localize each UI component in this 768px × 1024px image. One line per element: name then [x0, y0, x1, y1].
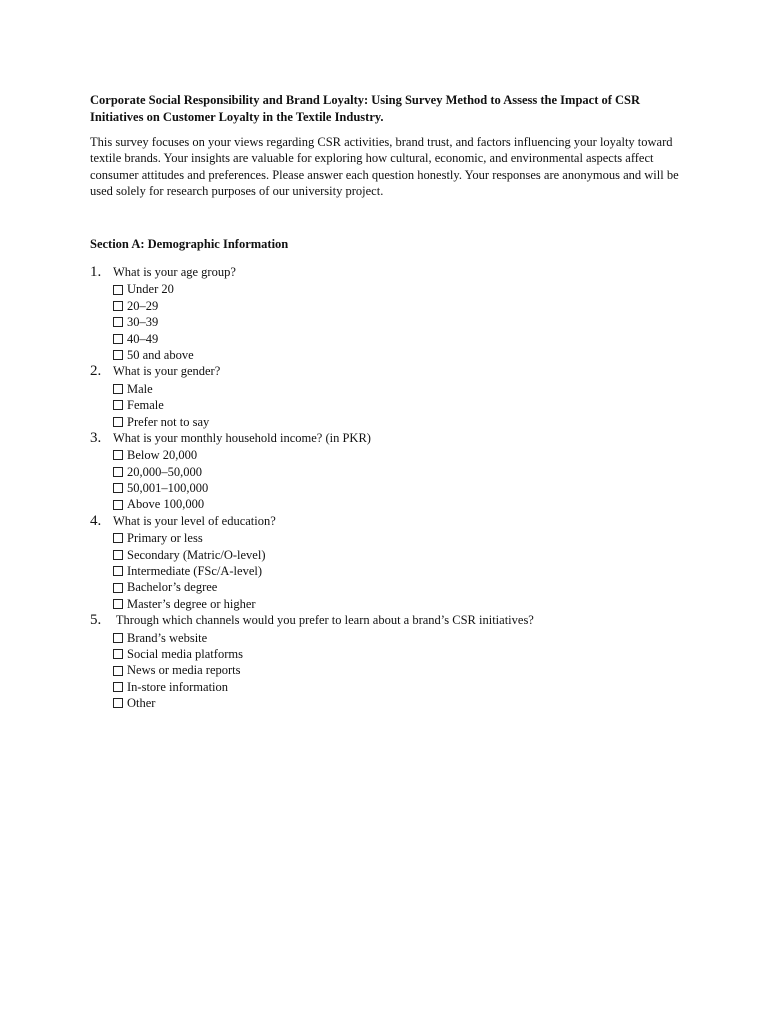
- answer-option[interactable]: [113, 447, 710, 463]
- checkbox-icon[interactable]: [113, 500, 123, 510]
- option-label: Male: [127, 381, 153, 396]
- answer-option[interactable]: [113, 381, 710, 397]
- checkbox-icon[interactable]: [113, 599, 123, 609]
- answer-option[interactable]: [113, 347, 710, 363]
- answer-option[interactable]: [113, 563, 710, 579]
- option-label: 40–49: [127, 331, 159, 346]
- option-label: Below 20,000: [127, 448, 198, 463]
- question-text: What is your level of education?: [113, 513, 276, 528]
- checkbox-icon[interactable]: [113, 550, 123, 560]
- option-label: Intermediate (FSc/A-level): [127, 564, 263, 579]
- answer-option[interactable]: [113, 331, 710, 347]
- answer-option[interactable]: [113, 397, 710, 413]
- option-label: Other: [127, 696, 156, 711]
- checkbox-icon[interactable]: [113, 533, 123, 543]
- option-label: 20,000–50,000: [127, 464, 202, 479]
- option-label: Master’s degree or higher: [127, 596, 256, 611]
- option-label: Female: [127, 398, 164, 413]
- question-1: [90, 264, 710, 363]
- option-label: Under 20: [127, 282, 174, 297]
- option-list: [90, 381, 710, 430]
- question-number: 2.: [90, 363, 102, 380]
- question-3: [90, 430, 710, 513]
- answer-option[interactable]: [113, 464, 710, 480]
- question-2: [90, 363, 710, 430]
- option-label: News or media reports: [127, 663, 241, 678]
- checkbox-icon[interactable]: [113, 649, 123, 659]
- option-label: Bachelor’s degree: [127, 580, 218, 595]
- answer-option[interactable]: [113, 646, 710, 662]
- question-text: Through which channels would you prefer to learn about a brand’s CSR initiatives?: [113, 613, 534, 628]
- option-label: Brand’s website: [127, 630, 208, 645]
- document-title: Corporate Social Responsibility and Brand Loyalty: Using Survey Method to Assess the Impact of CSR Initiatives on Customer Loyalty in the Textile Industry.: [90, 93, 641, 124]
- answer-option[interactable]: [113, 547, 710, 563]
- option-list: [90, 630, 710, 712]
- answer-option[interactable]: [113, 298, 710, 314]
- question-line: [90, 264, 710, 281]
- question-text: What is your gender?: [113, 364, 221, 379]
- question-line: [90, 430, 710, 447]
- option-label: 50 and above: [127, 347, 194, 362]
- checkbox-icon[interactable]: [113, 317, 123, 327]
- answer-option[interactable]: [113, 314, 710, 330]
- option-list: [90, 447, 710, 513]
- checkbox-icon[interactable]: [113, 384, 123, 394]
- option-label: Secondary (Matric/O-level): [127, 547, 266, 562]
- option-label: Above 100,000: [127, 497, 205, 512]
- question-line: [90, 363, 710, 380]
- option-label: Social media platforms: [127, 646, 243, 661]
- question-line: [90, 513, 710, 530]
- question-number: 5.: [90, 612, 102, 629]
- checkbox-icon[interactable]: [113, 350, 123, 360]
- question-text: What is your age group?: [113, 265, 236, 279]
- checkbox-icon[interactable]: [113, 285, 123, 295]
- checkbox-icon[interactable]: [113, 450, 123, 460]
- answer-option[interactable]: [113, 695, 710, 711]
- option-label: 20–29: [127, 298, 159, 313]
- question-5: [90, 612, 710, 711]
- option-label: 30–39: [127, 315, 159, 330]
- checkbox-icon[interactable]: [113, 566, 123, 576]
- checkbox-icon[interactable]: [113, 334, 123, 344]
- checkbox-icon[interactable]: [113, 483, 123, 493]
- section-heading: Section A: Demographic Information: [90, 237, 289, 251]
- answer-option[interactable]: [113, 596, 710, 612]
- checkbox-icon[interactable]: [113, 666, 123, 676]
- answer-option[interactable]: [113, 414, 710, 430]
- question-line: [90, 612, 710, 629]
- checkbox-icon[interactable]: [113, 301, 123, 311]
- answer-option[interactable]: [113, 530, 710, 546]
- checkbox-icon[interactable]: [113, 417, 123, 427]
- checkbox-icon[interactable]: [113, 682, 123, 692]
- option-list: [90, 530, 710, 612]
- checkbox-icon[interactable]: [113, 633, 123, 643]
- question-number: 3.: [90, 429, 102, 446]
- answer-option[interactable]: [113, 480, 710, 496]
- answer-option[interactable]: [113, 579, 710, 595]
- question-text: What is your monthly household income? (in PKR): [113, 430, 371, 445]
- answer-option[interactable]: [113, 662, 710, 678]
- question-list: [90, 264, 710, 712]
- answer-option[interactable]: [113, 630, 710, 646]
- option-list: [90, 281, 710, 363]
- question-4: [90, 513, 710, 612]
- intro-paragraph: This survey focuses on your views regarding CSR activities, brand trust, and factors influencing your loyalty toward textile brands. Your insights are valuable for exploring how cultural, economic, and environmental aspects affect consumer attitudes and preferences. Please answer each question honestly. Your responses are anonymous and will be used solely for research purposes of our university project.: [90, 135, 679, 198]
- option-label: Prefer not to say: [127, 414, 210, 429]
- option-label: 50,001–100,000: [127, 481, 209, 496]
- option-label: Primary or less: [127, 531, 203, 546]
- option-label: In-store information: [127, 679, 229, 694]
- checkbox-icon[interactable]: [113, 583, 123, 593]
- answer-option[interactable]: [113, 496, 710, 512]
- checkbox-icon[interactable]: [113, 400, 123, 410]
- checkbox-icon[interactable]: [113, 467, 123, 477]
- checkbox-icon[interactable]: [113, 698, 123, 708]
- answer-option[interactable]: [113, 679, 710, 695]
- question-number: 4.: [90, 512, 102, 529]
- answer-option[interactable]: [113, 281, 710, 297]
- question-number: 1.: [90, 264, 102, 280]
